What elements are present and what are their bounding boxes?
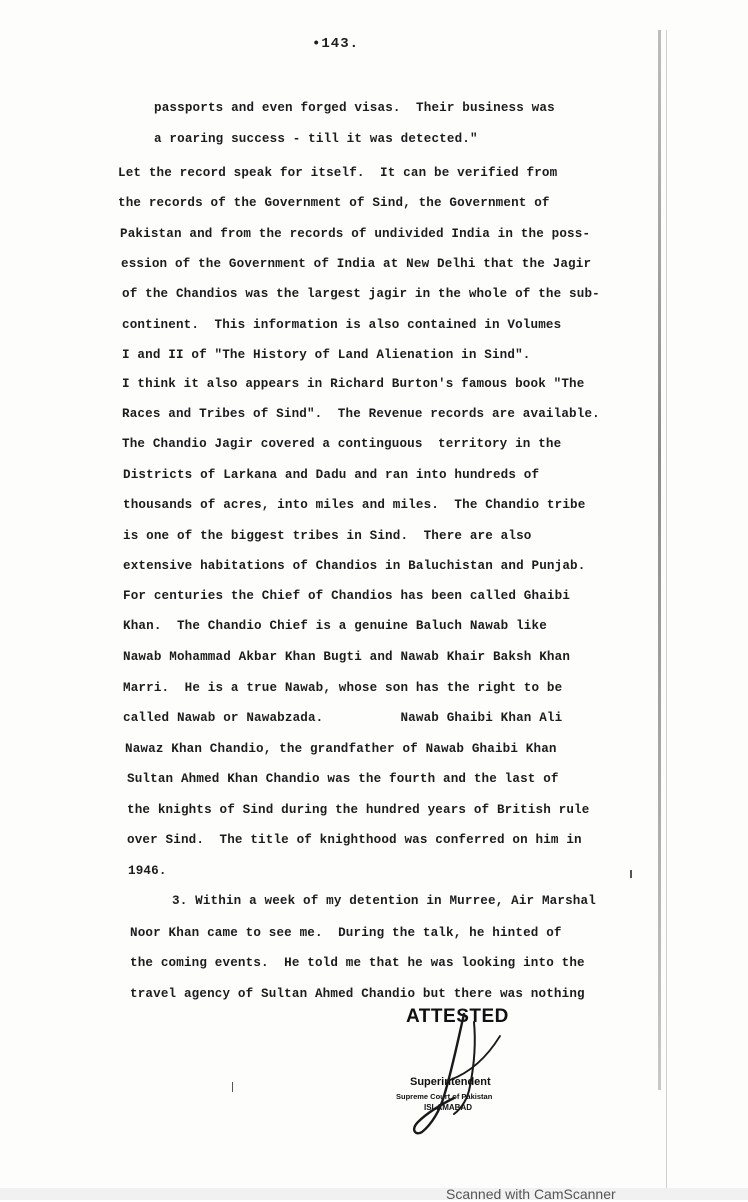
text-line-29: the coming events. He told me that he was looking into the bbox=[130, 956, 585, 970]
stray-mark bbox=[232, 1082, 233, 1092]
stamp-city: ISLAMABAD bbox=[424, 1103, 472, 1112]
text-line-11: Races and Tribes of Sind". The Revenue records are available. bbox=[122, 407, 600, 421]
page-number: •143. bbox=[312, 36, 360, 52]
attestation-stamp bbox=[392, 1000, 542, 1140]
scan-bottom-band bbox=[0, 1188, 748, 1200]
text-line-13: Districts of Larkana and Dadu and ran into hundreds of bbox=[123, 468, 540, 482]
text-line-24: the knights of Sind during the hundred years of British rule bbox=[127, 803, 590, 817]
text-line-6: ession of the Government of India at New Delhi that the Jagir bbox=[121, 257, 592, 271]
text-line-12: The Chandio Jagir covered a continguous territory in the bbox=[122, 437, 562, 451]
text-line-25: over Sind. The title of knighthood was conferred on him in bbox=[127, 833, 582, 847]
text-line-4: the records of the Government of Sind, the Government of bbox=[118, 196, 550, 210]
text-line-23: Sultan Ahmed Khan Chandio was the fourth and the last of bbox=[127, 772, 559, 786]
stamp-title: Superintendent bbox=[410, 1076, 491, 1088]
text-line-21: called Nawab or Nawabzada. Nawab Ghaibi Khan Ali bbox=[123, 711, 563, 725]
text-line-19: Nawab Mohammad Akbar Khan Bugti and Nawab Khair Baksh Khan bbox=[123, 650, 571, 664]
text-line-26: 1946. bbox=[128, 864, 167, 878]
stamp-court: Supreme Court of Pakistan bbox=[396, 1092, 493, 1101]
text-line-20: Marri. He is a true Nawab, whose son has the right to be bbox=[123, 681, 563, 695]
signature-scribble bbox=[392, 1000, 542, 1140]
text-line-8: continent. This information is also contained in Volumes bbox=[122, 318, 562, 332]
scanner-watermark: Scanned with CamScanner bbox=[446, 1186, 616, 1202]
stamp-attested-text: ATTESTED bbox=[406, 1006, 509, 1027]
text-line-9: I and II of "The History of Land Alienation in Sind". bbox=[122, 348, 531, 362]
text-line-5: Pakistan and from the records of undivided India in the poss- bbox=[120, 227, 591, 241]
text-line-3: Let the record speak for itself. It can be verified from bbox=[118, 166, 558, 180]
text-line-30: travel agency of Sultan Ahmed Chandio but there was nothing bbox=[130, 987, 585, 1001]
text-line-17: For centuries the Chief of Chandios has been called Ghaibi bbox=[123, 589, 571, 603]
text-line-22: Nawaz Khan Chandio, the grandfather of Nawab Ghaibi Khan bbox=[125, 742, 557, 756]
text-line-10: I think it also appears in Richard Burton's famous book "The bbox=[122, 377, 585, 391]
text-line-7: of the Chandios was the largest jagir in the whole of the sub- bbox=[122, 287, 600, 301]
page-edge-line bbox=[666, 30, 667, 1190]
stray-mark bbox=[630, 870, 632, 878]
text-line-18: Khan. The Chandio Chief is a genuine Baluch Nawab like bbox=[123, 619, 547, 633]
page-edge-shadow bbox=[658, 30, 661, 1090]
text-line-15: is one of the biggest tribes in Sind. There are also bbox=[123, 529, 532, 543]
text-line-1: passports and even forged visas. Their business was bbox=[154, 101, 555, 115]
text-line-16: extensive habitations of Chandios in Baluchistan and Punjab. bbox=[123, 559, 586, 573]
text-line-27: 3. Within a week of my detention in Murree, Air Marshal bbox=[172, 894, 596, 908]
text-line-28: Noor Khan came to see me. During the talk, he hinted of bbox=[130, 926, 562, 940]
text-line-14: thousands of acres, into miles and miles. The Chandio tribe bbox=[123, 498, 586, 512]
text-line-2: a roaring success - till it was detected." bbox=[154, 132, 478, 146]
